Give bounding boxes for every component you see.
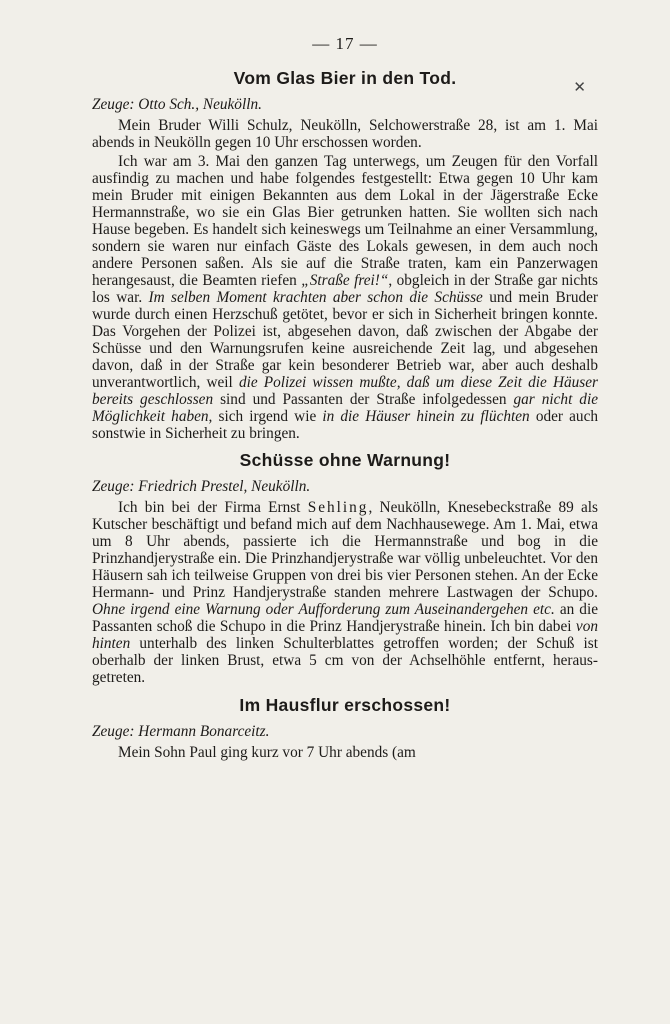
page-number: — 17 — bbox=[312, 34, 378, 53]
body-text: Mein Bruder Willi Schulz, Neukölln, Selchowerstraße 28, ist am 1. Mai abends in Neukölln gegen 10 Uhr erschossen worden. bbox=[92, 117, 598, 151]
emphasis-text: „Straße frei!“ bbox=[301, 272, 389, 289]
pencil-mark-icon: ✕ bbox=[573, 78, 586, 96]
emphasis-text: gar nicht die Möglichkeit haben, bbox=[92, 391, 598, 425]
spaced-name-text: Sehling bbox=[307, 499, 369, 516]
body-text: und mein Bruder wurde durch einen Herzschuß getötet, bevor er sich in Sicherheit bringen konnte. Das Vorgehen der Polizei ist, abgesehen davon, daß zwischen der Abgabe der Schüsse und den Warnungsrufen keine ausreichende Zeit lag, und abgesehen davon, daß in der Straße gar kein besonderer Betrieb war, aber auch deshalb unverantwortlich, weil bbox=[92, 289, 598, 391]
emphasis-text: Ohne irgend eine Warnung oder Aufforderung zum Auseinandergehen etc. bbox=[92, 601, 555, 618]
emphasis-text: Im selben Moment krachten aber schon die Schüsse bbox=[148, 289, 483, 306]
body-text: Ich bin bei der Firma Ernst bbox=[118, 499, 308, 516]
witness-line: Zeuge: Hermann Bonarceitz. bbox=[92, 723, 270, 740]
paragraph bbox=[92, 153, 598, 442]
body-text: sind und Passanten der Straße infolgedessen bbox=[213, 391, 514, 408]
body-text: , Neukölln, Knesebeckstraße 89 als Kutscher beschäftigt und befand mich auf dem Nachhausewege. Am 1. Mai, etwa um 8 Uhr abends, passierte ich die Hermannstraße und bog in die Prinzhandjerystraße ein. Die Prinzhandjerystraße war völlig unbeleuchtet. Vor den Häusern sah ich teilweise Gruppen von drei bis vier Personen stehen. An der Ecke Hermann- und Prinz Handjerystraße standen mehrere Lastwagen der Schupo. bbox=[92, 499, 598, 601]
paragraph bbox=[92, 744, 598, 761]
paragraph bbox=[92, 499, 598, 686]
body-text: oder auch sonstwie in Sicherheit zu bringen. bbox=[92, 408, 599, 442]
emphasis-text: die Polizei wissen mußte, daß um diese Zeit die Häuser bereits geschlossen bbox=[92, 374, 598, 408]
section-im-hausflur bbox=[92, 695, 598, 761]
section-title: Im Hausflur erschossen! bbox=[239, 695, 451, 715]
body-text: unterhalb des linken Schulterblattes getroffen worden; der Schuß ist oberhalb der linken Brust, etwa 5 cm von der Achselhöhle entfernt, herausgetreten. bbox=[92, 635, 598, 686]
section-vom-glas-bier bbox=[92, 68, 598, 442]
emphasis-text: von hinten bbox=[92, 618, 598, 652]
body-text: Ich war am 3. Mai den ganzen Tag unterwegs, um Zeugen für den Vorfall ausfindig zu machen und habe folgendes festgestellt: Etwa gegen 10 Uhr kam mein Bruder mit einigen Bekannten aus dem Lokal in der Jägerstraße Ecke Hermannstraße, wo sie ein Glas Bier getrunken hatten. Sie wollten sich nach Hause begeben. Es handelt sich keineswegs um Teilnahme an einer Versammlung, sondern sie waren nur einfach Gäste des Lokals gewesen, in dem auch noch andere Personen saßen. Als sie auf die Straße traten, kam ein Panzerwagen herangesaust, die Beamten riefen bbox=[92, 153, 598, 289]
body-text: sich irgend wie bbox=[212, 408, 323, 425]
witness-line: Zeuge: Otto Sch., Neukölln. bbox=[92, 96, 262, 113]
section-title: Vom Glas Bier in den Tod. bbox=[233, 68, 457, 88]
body-text: Mein Sohn Paul ging kurz vor 7 Uhr abends (am bbox=[118, 744, 416, 761]
emphasis-text: in die Häuser hinein zu flüchten bbox=[322, 408, 530, 425]
section-schuesse-ohne-warnung bbox=[92, 450, 598, 686]
witness-line: Zeuge: Friedrich Prestel, Neukölln. bbox=[92, 478, 311, 495]
paragraph bbox=[92, 117, 598, 151]
section-title: Schüsse ohne Warnung! bbox=[239, 450, 451, 470]
body-text: , obgleich in der Straße gar nichts los war. bbox=[92, 272, 598, 306]
body-text: an die Passanten schoß die Schupo in die Prinz Handjerystraße hinein. Ich bin dabei bbox=[92, 601, 598, 635]
